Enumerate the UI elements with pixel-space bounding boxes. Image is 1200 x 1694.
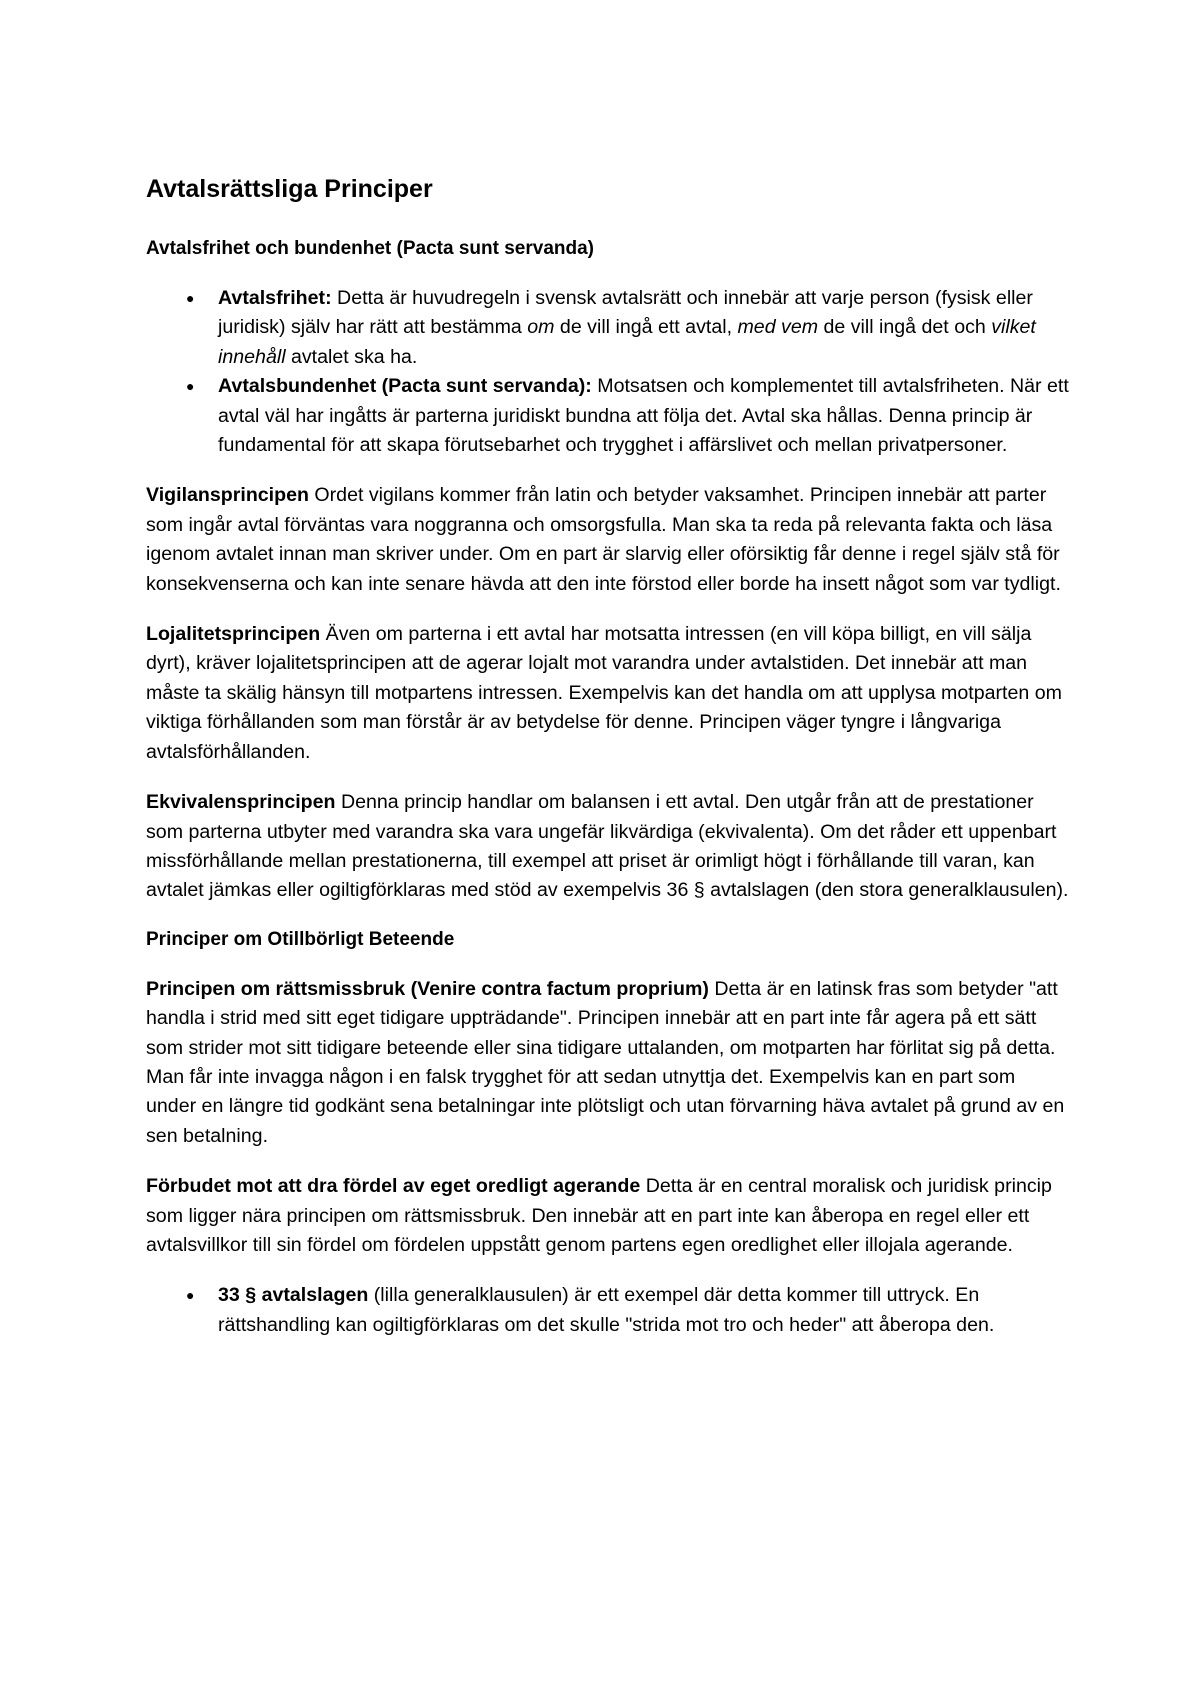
bullet-emphasis: om: [527, 316, 555, 339]
paragraph-forbudet: [146, 1172, 1070, 1260]
paragraph-text: Denna princip handlar om balansen i ett avtal. Den utgår från att de prestationer som parterna utbyter med varandra ska vara ungefär likvärdiga (ekvivalenta). Om det råder ett uppenbart missförhållande mellan prestationerna, till exempel att priset är orimligt högt i förhållande till varan, kan avtalet jämkas eller ogiltigförklaras med stöd av exempelvis 36 § avtalslagen (den stora generalklausulen).: [146, 791, 1069, 902]
bullet-text: (lilla generalklausulen) är ett exempel där detta kommer till uttryck. En rättshandling kan ogiltigförklaras om det skulle "strida mot tro och heder" att åberopa den.: [218, 1284, 995, 1336]
bullet-text: avtalet ska ha.: [285, 345, 418, 368]
paragraph-term: Förbudet mot att dra fördel av eget oredligt agerande: [146, 1175, 641, 1198]
bullet-text: Motsatsen och komplementet till avtalsfriheten. När ett avtal väl har ingåtts är parterna juridiskt bundna att följa det. Avtal ska hållas. Denna princip är fundamental för att skapa förutsebarhet och trygghet i affärslivet och mellan privatpersoner.: [218, 375, 1069, 457]
paragraph-text: Detta är en latinsk fras som betyder "att handla i strid med sitt eget tidigare uppträdande". Principen innebär att en part inte får agera på ett sätt som strider mot sitt tidigare beteende eller sina tidigare uttalanden, om motparten har förlitat sig på detta. Man får inte invagga någon i en falsk trygghet för att sedan utnyttja det. Exempelvis kan en part som under en längre tid godkänt sena betalningar inte plötsligt och utan förvarning häva avtalet på grund av en sen betalning.: [146, 977, 1065, 1147]
document-title: Avtalsrättsliga Principer: [146, 175, 433, 203]
paragraph-ekvivalensprincipen: [146, 788, 1070, 906]
paragraph-text: Ordet vigilans kommer från latin och betyder vaksamhet. Principen innebär att parter som ingår avtal förväntas vara noggranna och omsorgsfulla. Man ska ta reda på relevanta fakta och läsa igenom avtalet innan man skriver under. Om en part är slarvig eller oförsiktig får denne i regel själv stå för konsekvenserna och kan inte senare hävda att den inte förstod eller borde ha insett något som var tydligt.: [146, 484, 1061, 595]
bullet-text: Detta är huvudregeln i svensk avtalsrätt och innebär att varje person (fysisk eller juridisk) själv har rätt att bestämma: [218, 287, 1033, 339]
bullet-term: Avtalsbundenhet (Pacta sunt servanda):: [218, 375, 592, 398]
paragraph-term: Lojalitetsprincipen: [146, 623, 321, 646]
paragraph-vigilansprincipen: [146, 481, 1070, 599]
bullet-text: de vill ingå ett avtal,: [554, 316, 738, 339]
bullet-emphasis: med vem: [737, 316, 819, 339]
paragraph-lojalitetsprincipen: [146, 620, 1070, 767]
section-heading-avtalsfrihet: Avtalsfrihet och bundenhet (Pacta sunt servanda): [146, 238, 594, 259]
bullet-dot-icon: ●: [186, 290, 195, 306]
paragraph-text: Detta är en central moralisk och juridisk princip som ligger nära principen om rättsmissbruk. Den innebär att en part inte kan åberopa en regel eller ett avtalsvillkor till sin fördel om fördelen uppstått genom partens egen oredlighet eller illojala agerande.: [146, 1175, 1052, 1256]
list-item-avtalsbundenhet: [186, 372, 1070, 460]
bullet-dot-icon: ●: [186, 378, 195, 395]
paragraph-term: Principen om rättsmissbruk (Venire contra factum proprium): [146, 977, 709, 1000]
bullet-emphasis: vilket innehåll: [218, 316, 1036, 368]
bullet-text: de vill ingå det och: [818, 316, 992, 339]
paragraph-term: Ekvivalensprincipen: [146, 791, 336, 814]
paragraph-text: Även om parterna i ett avtal har motsatta intressen (en vill köpa billigt, en vill sälja dyrt), kräver lojalitetsprincipen att de agerar lojalt mot varandra under avtalstiden. Det innebär att man måste ta skälig hänsyn till motpartens intressen. Exempelvis kan det handla om att upplysa motparten om viktiga förhållanden som man förstår är av betydelse för denne. Principen väger tyngre i långvariga avtalsförhållanden.: [146, 623, 1062, 763]
bullet-term: Avtalsfrihet:: [218, 287, 332, 309]
bullet-term: 33 § avtalslagen: [218, 1284, 369, 1307]
bullet-list-avtalslagen: [146, 1281, 1070, 1340]
paragraph-term: Vigilansprincipen: [146, 484, 309, 507]
list-item-33-avtalslagen: [186, 1281, 1070, 1340]
list-item-avtalsfrihet: [186, 284, 1070, 372]
section-heading-otillborligt-beteende: Principer om Otillbörligt Beteende: [146, 928, 455, 950]
paragraph-rattsmissbruk: [146, 975, 1070, 1151]
bullet-dot-icon: ●: [186, 1287, 195, 1304]
bullet-list-avtalsfrihet: [146, 284, 1070, 460]
